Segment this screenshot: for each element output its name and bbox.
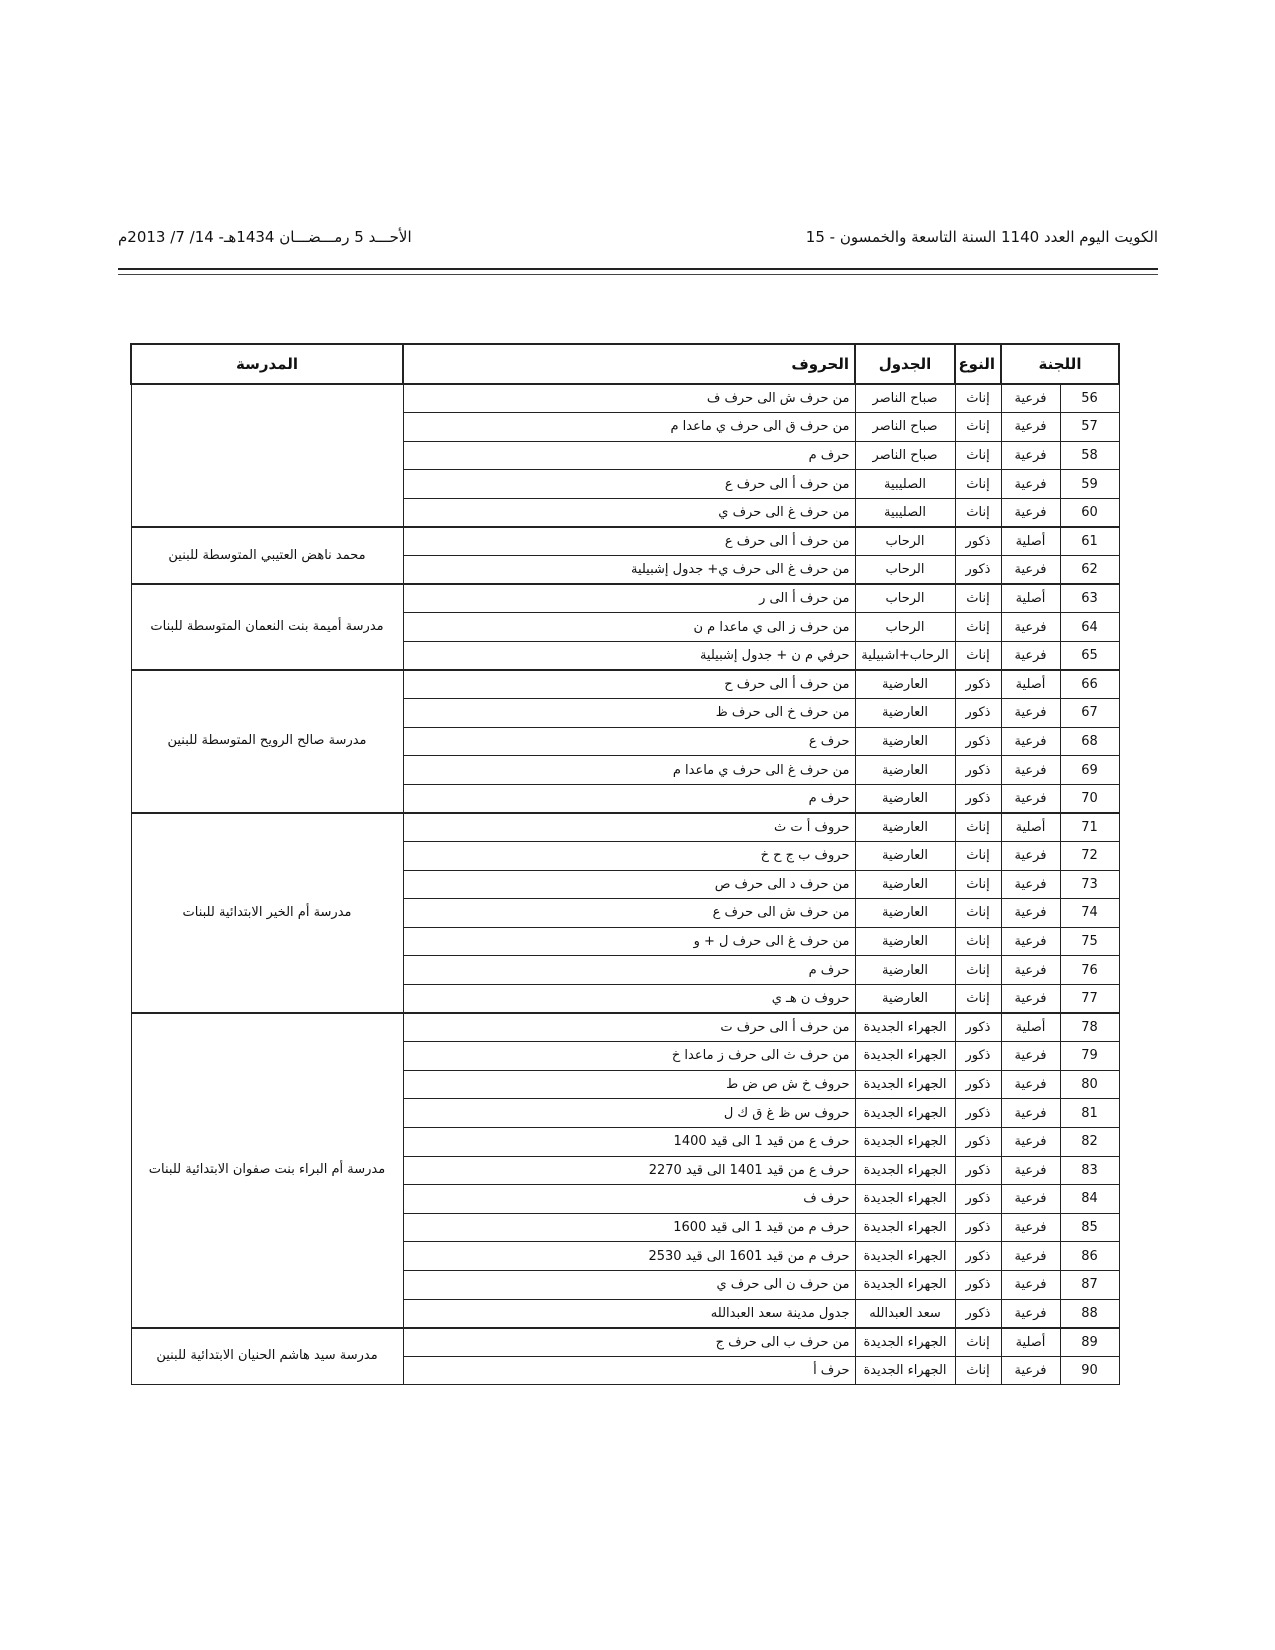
page-header xyxy=(118,228,1158,256)
voter-table-cell: الجهراء الجديدة xyxy=(855,1356,955,1385)
committee-cell: فرعية xyxy=(1001,1185,1060,1214)
voter-table-cell: صباح الناصر xyxy=(855,384,955,413)
gender-type-cell: إناث xyxy=(955,498,1001,527)
row-number: 70 xyxy=(1060,784,1119,813)
row-number: 86 xyxy=(1060,1242,1119,1271)
gender-type-cell: إناث xyxy=(955,641,1001,670)
gender-type-cell: ذكور xyxy=(955,1299,1001,1328)
committee-cell: فرعية xyxy=(1001,984,1060,1013)
voter-table-cell: العارضية xyxy=(855,756,955,785)
letters-cell: حرفي م ن + جدول إشبيلية xyxy=(403,641,855,670)
gender-type-cell: ذكور xyxy=(955,1013,1001,1042)
row-number: 69 xyxy=(1060,756,1119,785)
row-number: 83 xyxy=(1060,1156,1119,1185)
gender-type-cell: ذكور xyxy=(955,1242,1001,1271)
row-number: 64 xyxy=(1060,613,1119,642)
voter-table-cell: الجهراء الجديدة xyxy=(855,1099,955,1128)
committee-cell: أصلية xyxy=(1001,813,1060,842)
letters-cell: حرف م xyxy=(403,784,855,813)
row-number: 74 xyxy=(1060,899,1119,928)
letters-cell: من حرف ن الى حرف ي xyxy=(403,1270,855,1299)
row-number: 56 xyxy=(1060,384,1119,413)
table-row xyxy=(131,1328,1119,1357)
committee-cell: فرعية xyxy=(1001,1270,1060,1299)
table-row xyxy=(131,527,1119,556)
gender-type-cell: إناث xyxy=(955,413,1001,442)
letters-cell: حروف ن هـ ي xyxy=(403,984,855,1013)
school-cell: مدرسة أم البراء بنت صفوان الابتدائية للبنات xyxy=(131,1013,403,1328)
row-number: 63 xyxy=(1060,584,1119,613)
gender-type-cell: إناث xyxy=(955,384,1001,413)
row-number: 90 xyxy=(1060,1356,1119,1385)
gender-type-cell: ذكور xyxy=(955,1156,1001,1185)
table-row xyxy=(131,670,1119,699)
school-cell: مدرسة صالح الرويح المتوسطة للبنين xyxy=(131,670,403,813)
row-number: 66 xyxy=(1060,670,1119,699)
letters-cell: حرف ع من قيد 1401 الى قيد 2270 xyxy=(403,1156,855,1185)
letters-cell: من حرف أ الى ر xyxy=(403,584,855,613)
letters-cell: حروف خ ش ص ض ط xyxy=(403,1070,855,1099)
letters-cell: من حرف خ الى حرف ظ xyxy=(403,699,855,728)
committee-cell: أصلية xyxy=(1001,584,1060,613)
committee-cell: فرعية xyxy=(1001,413,1060,442)
gender-type-cell: إناث xyxy=(955,1328,1001,1357)
committee-cell: أصلية xyxy=(1001,1328,1060,1357)
voter-table-cell: العارضية xyxy=(855,984,955,1013)
voter-table-cell: الجهراء الجديدة xyxy=(855,1156,955,1185)
committee-cell: فرعية xyxy=(1001,384,1060,413)
row-number: 88 xyxy=(1060,1299,1119,1328)
letters-cell: من حرف غ الى حرف ي+ جدول إشبيلية xyxy=(403,556,855,585)
table-row xyxy=(131,384,1119,413)
voter-table-cell: صباح الناصر xyxy=(855,413,955,442)
school-cell: مدرسة أم الخير الابتدائية للبنات xyxy=(131,813,403,1013)
letters-cell: حرف أ xyxy=(403,1356,855,1385)
voter-table-cell: العارضية xyxy=(855,842,955,871)
committee-cell: فرعية xyxy=(1001,556,1060,585)
table-row xyxy=(131,1013,1119,1042)
committee-cell: فرعية xyxy=(1001,727,1060,756)
voter-table-cell: العارضية xyxy=(855,870,955,899)
letters-cell: حرف ع xyxy=(403,727,855,756)
row-number: 82 xyxy=(1060,1127,1119,1156)
row-number: 71 xyxy=(1060,813,1119,842)
gender-type-cell: ذكور xyxy=(955,1270,1001,1299)
letters-cell: حروف س ظ غ ق ك ل xyxy=(403,1099,855,1128)
gender-type-cell: ذكور xyxy=(955,1099,1001,1128)
committee-cell: فرعية xyxy=(1001,613,1060,642)
letters-cell: من حرف أ الى حرف ع xyxy=(403,527,855,556)
row-number: 68 xyxy=(1060,727,1119,756)
row-number: 81 xyxy=(1060,1099,1119,1128)
gender-type-cell: إناث xyxy=(955,842,1001,871)
voter-table-cell: الرحاب xyxy=(855,613,955,642)
letters-cell: حرف ف xyxy=(403,1185,855,1214)
row-number: 58 xyxy=(1060,441,1119,470)
committee-cell: فرعية xyxy=(1001,1127,1060,1156)
letters-cell: من حرف أ الى حرف ح xyxy=(403,670,855,699)
committee-cell: فرعية xyxy=(1001,1070,1060,1099)
committee-cell: فرعية xyxy=(1001,927,1060,956)
row-number: 72 xyxy=(1060,842,1119,871)
letters-cell: من حرف ث الى حرف ز ماعدا خ xyxy=(403,1042,855,1071)
row-number: 76 xyxy=(1060,956,1119,985)
school-cell xyxy=(131,384,403,527)
gender-type-cell: إناث xyxy=(955,613,1001,642)
gender-type-cell: إناث xyxy=(955,813,1001,842)
committee-cell: فرعية xyxy=(1001,1299,1060,1328)
gender-type-cell: إناث xyxy=(955,870,1001,899)
col-header-committee: اللجنة xyxy=(1001,344,1119,384)
voter-table-cell: الرحاب xyxy=(855,527,955,556)
voter-table-cell: صباح الناصر xyxy=(855,441,955,470)
voter-table-cell: العارضية xyxy=(855,927,955,956)
gender-type-cell: إناث xyxy=(955,899,1001,928)
row-number: 79 xyxy=(1060,1042,1119,1071)
row-number: 65 xyxy=(1060,641,1119,670)
row-number: 60 xyxy=(1060,498,1119,527)
voter-table-cell: الجهراء الجديدة xyxy=(855,1185,955,1214)
voter-table-cell: الجهراء الجديدة xyxy=(855,1070,955,1099)
voter-table-cell: سعد العبدالله xyxy=(855,1299,955,1328)
row-number: 67 xyxy=(1060,699,1119,728)
letters-cell: من حرف أ الى حرف ع xyxy=(403,470,855,499)
letters-cell: من حرف ب الى حرف ج xyxy=(403,1328,855,1357)
committee-cell: فرعية xyxy=(1001,699,1060,728)
row-number: 59 xyxy=(1060,470,1119,499)
letters-cell: حرف م xyxy=(403,441,855,470)
col-header-table: الجدول xyxy=(855,344,955,384)
letters-cell: من حرف ش الى حرف ع xyxy=(403,899,855,928)
gender-type-cell: إناث xyxy=(955,984,1001,1013)
letters-cell: حروف أ ت ث xyxy=(403,813,855,842)
letters-cell: من حرف ش الى حرف ف xyxy=(403,384,855,413)
table-header-row xyxy=(131,344,1119,384)
voter-table-cell: الرحاب+اشبيلية xyxy=(855,641,955,670)
row-number: 78 xyxy=(1060,1013,1119,1042)
letters-cell: حرف ع من قيد 1 الى قيد 1400 xyxy=(403,1127,855,1156)
voter-table-cell: العارضية xyxy=(855,956,955,985)
voter-table-cell: العارضية xyxy=(855,813,955,842)
committee-cell: أصلية xyxy=(1001,527,1060,556)
letters-cell: حروف ب ج ح خ xyxy=(403,842,855,871)
voter-table-cell: العارضية xyxy=(855,899,955,928)
table-row xyxy=(131,813,1119,842)
voter-table-cell: الرحاب xyxy=(855,584,955,613)
newspaper-issue-info: الكويت اليوم العدد 1140 السنة التاسعة والخمسون - 15 xyxy=(805,228,1158,246)
table-row xyxy=(131,584,1119,613)
letters-cell: من حرف ق الى حرف ي ماعدا م xyxy=(403,413,855,442)
gender-type-cell: ذكور xyxy=(955,1042,1001,1071)
letters-cell: من حرف د الى حرف ص xyxy=(403,870,855,899)
voter-table-cell: الرحاب xyxy=(855,556,955,585)
gender-type-cell: ذكور xyxy=(955,1070,1001,1099)
letters-cell: حرف م xyxy=(403,956,855,985)
school-cell: مدرسة سيد هاشم الحنيان الابتدائية للبنين xyxy=(131,1328,403,1385)
gender-type-cell: ذكور xyxy=(955,1213,1001,1242)
header-rule xyxy=(118,268,1158,270)
row-number: 80 xyxy=(1060,1070,1119,1099)
issue-date: الأحـــد 5 رمـــضـــان 1434هـ- 14/ 7/ 2013م xyxy=(118,228,412,246)
voter-table-cell: الجهراء الجديدة xyxy=(855,1013,955,1042)
voter-table-cell: الجهراء الجديدة xyxy=(855,1127,955,1156)
gender-type-cell: ذكور xyxy=(955,527,1001,556)
letters-cell: من حرف ز الى ي ماعدا م ن xyxy=(403,613,855,642)
letters-cell: جدول مدينة سعد العبدالله xyxy=(403,1299,855,1328)
row-number: 89 xyxy=(1060,1328,1119,1357)
letters-cell: من حرف أ الى حرف ت xyxy=(403,1013,855,1042)
letters-cell: من حرف غ الى حرف ل + و xyxy=(403,927,855,956)
committee-cell: أصلية xyxy=(1001,1013,1060,1042)
voter-table-cell: الجهراء الجديدة xyxy=(855,1328,955,1357)
committee-cell: أصلية xyxy=(1001,670,1060,699)
committee-cell: فرعية xyxy=(1001,870,1060,899)
col-header-letters: الحروف xyxy=(403,344,855,384)
voter-table-cell: العارضية xyxy=(855,670,955,699)
voter-table-cell: العارضية xyxy=(855,727,955,756)
committees-table xyxy=(130,343,1120,1385)
committee-cell: فرعية xyxy=(1001,842,1060,871)
voter-table-cell: الجهراء الجديدة xyxy=(855,1213,955,1242)
committee-cell: فرعية xyxy=(1001,956,1060,985)
committee-cell: فرعية xyxy=(1001,756,1060,785)
gender-type-cell: إناث xyxy=(955,441,1001,470)
row-number: 75 xyxy=(1060,927,1119,956)
voter-table-cell: الجهراء الجديدة xyxy=(855,1042,955,1071)
committee-cell: فرعية xyxy=(1001,1099,1060,1128)
school-cell: مدرسة أميمة بنت النعمان المتوسطة للبنات xyxy=(131,584,403,670)
row-number: 73 xyxy=(1060,870,1119,899)
row-number: 77 xyxy=(1060,984,1119,1013)
committee-cell: فرعية xyxy=(1001,899,1060,928)
committee-cell: فرعية xyxy=(1001,498,1060,527)
voter-table-cell: العارضية xyxy=(855,699,955,728)
gender-type-cell: ذكور xyxy=(955,556,1001,585)
row-number: 85 xyxy=(1060,1213,1119,1242)
committee-cell: فرعية xyxy=(1001,470,1060,499)
col-header-type: النوع xyxy=(955,344,1001,384)
row-number: 87 xyxy=(1060,1270,1119,1299)
letters-cell: من حرف غ الى حرف ي ماعدا م xyxy=(403,756,855,785)
gender-type-cell: ذكور xyxy=(955,670,1001,699)
gender-type-cell: ذكور xyxy=(955,699,1001,728)
gender-type-cell: إناث xyxy=(955,584,1001,613)
gender-type-cell: إناث xyxy=(955,470,1001,499)
gender-type-cell: إناث xyxy=(955,927,1001,956)
committee-cell: فرعية xyxy=(1001,1242,1060,1271)
voter-table-cell: الصليبية xyxy=(855,498,955,527)
row-number: 61 xyxy=(1060,527,1119,556)
voter-table-cell: الجهراء الجديدة xyxy=(855,1270,955,1299)
col-header-school: المدرسة xyxy=(131,344,403,384)
letters-cell: حرف م من قيد 1601 الى قيد 2530 xyxy=(403,1242,855,1271)
voter-table-cell: الصليبية xyxy=(855,470,955,499)
committee-cell: فرعية xyxy=(1001,1156,1060,1185)
committee-cell: فرعية xyxy=(1001,784,1060,813)
header-rule-thin xyxy=(118,274,1158,275)
committee-cell: فرعية xyxy=(1001,641,1060,670)
table-body xyxy=(131,384,1119,1385)
committee-cell: فرعية xyxy=(1001,441,1060,470)
committee-cell: فرعية xyxy=(1001,1356,1060,1385)
row-number: 62 xyxy=(1060,556,1119,585)
row-number: 84 xyxy=(1060,1185,1119,1214)
gender-type-cell: ذكور xyxy=(955,784,1001,813)
school-cell: محمد ناهض العتيبي المتوسطة للبنين xyxy=(131,527,403,584)
gender-type-cell: ذكور xyxy=(955,1185,1001,1214)
committee-cell: فرعية xyxy=(1001,1042,1060,1071)
gender-type-cell: ذكور xyxy=(955,727,1001,756)
committee-cell: فرعية xyxy=(1001,1213,1060,1242)
gender-type-cell: إناث xyxy=(955,956,1001,985)
gender-type-cell: ذكور xyxy=(955,756,1001,785)
gender-type-cell: إناث xyxy=(955,1356,1001,1385)
letters-cell: حرف م من قيد 1 الى قيد 1600 xyxy=(403,1213,855,1242)
gender-type-cell: ذكور xyxy=(955,1127,1001,1156)
letters-cell: من حرف غ الى حرف ي xyxy=(403,498,855,527)
voter-table-cell: العارضية xyxy=(855,784,955,813)
voter-table-cell: الجهراء الجديدة xyxy=(855,1242,955,1271)
row-number: 57 xyxy=(1060,413,1119,442)
